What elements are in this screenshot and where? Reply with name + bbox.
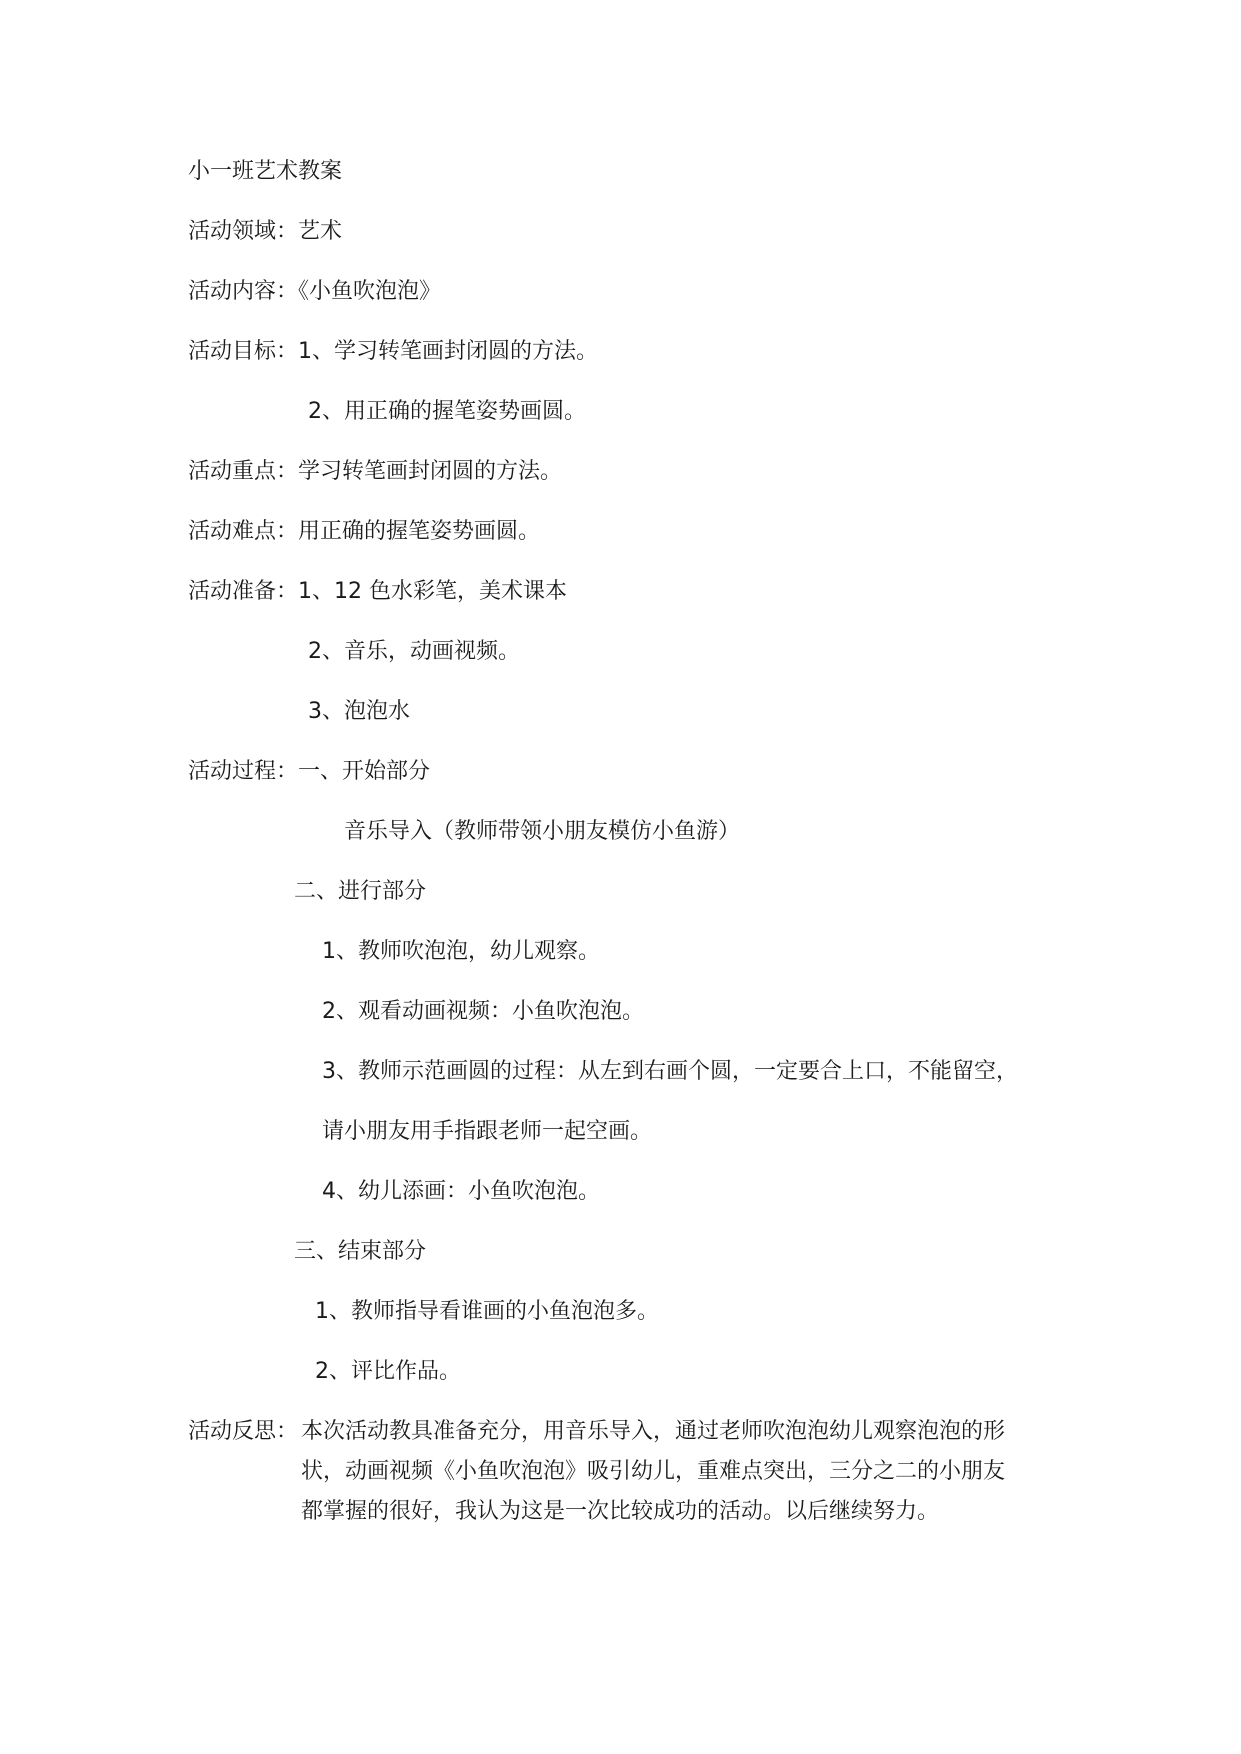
reflection-label: 活动反思： [188,1419,299,1444]
process-step: 4、幼儿添画：小鱼吹泡泡。 [322,1179,600,1204]
activity-difficulty: 活动难点：用正确的握笔姿势画圆。 [188,519,541,544]
reflection-line: 都掌握的很好，我认为这是一次比较成功的活动。以后继续努力。 [301,1499,940,1524]
process-intro: 音乐导入（教师带领小朋友模仿小鱼游） [344,819,741,844]
activity-content: 活动内容：《小鱼吹泡泡》 [188,279,442,304]
reflection-line: 状，动画视频《小鱼吹泡泡》吸引幼儿，重难点突出，三分之二的小朋友 [301,1459,1006,1484]
activity-key-point: 活动重点：学习转笔画封闭圆的方法。 [188,459,563,484]
preparation-item: 3、泡泡水 [308,699,410,724]
process-step: 3、教师示范画圆的过程：从左到右画个圆，一定要合上口，不能留空， [322,1059,1018,1084]
document-title: 小一班艺术教案 [188,159,343,184]
activity-goals: 活动目标：1、学习转笔画封闭圆的方法。 [188,339,598,364]
process-step: 2、评比作品。 [315,1359,461,1384]
process-part-heading: 二、进行部分 [294,879,427,904]
activity-process: 活动过程：一、开始部分 [188,759,431,784]
process-step: 请小朋友用手指跟老师一起空画。 [322,1119,653,1144]
process-step: 1、教师指导看谁画的小鱼泡泡多。 [315,1299,659,1324]
preparation-item: 2、音乐，动画视频。 [308,639,520,664]
reflection-line: 本次活动教具准备充分，用音乐导入，通过老师吹泡泡幼儿观察泡泡的形 [301,1419,1006,1444]
process-step: 2、观看动画视频：小鱼吹泡泡。 [322,999,644,1024]
activity-goal-item: 2、用正确的握笔姿势画圆。 [308,399,586,424]
process-part-heading: 三、结束部分 [294,1239,427,1264]
activity-preparation: 活动准备：1、12 色水彩笔，美术课本 [188,579,567,604]
process-step: 1、教师吹泡泡，幼儿观察。 [322,939,600,964]
activity-domain: 活动领域：艺术 [188,219,343,244]
